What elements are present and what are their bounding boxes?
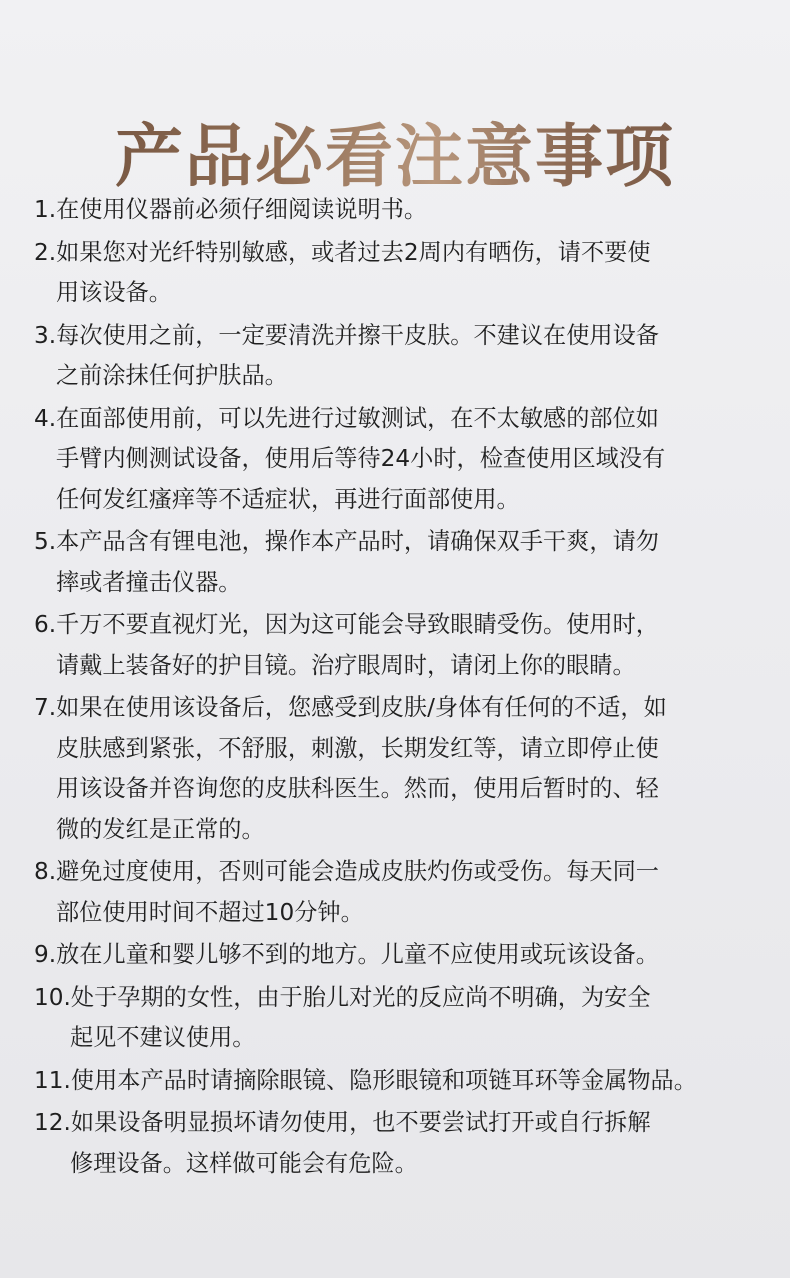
note-item-12	[34, 1103, 790, 1184]
note-12-line-1: 12.如果设备明显损坏请勿使用，也不要尝试打开或自行拆解	[34, 1109, 651, 1136]
note-10-line-2: 起见不建议使用。	[70, 1024, 256, 1051]
note-7-line-4: 微的发红是正常的。	[56, 815, 265, 843]
note-6-line-1: 6.千万不要直视灯光，因为这可能会导致眼睛受伤。使用时，	[34, 611, 659, 638]
note-item-8	[34, 852, 790, 933]
note-item-4	[34, 399, 790, 521]
note-4-line-3: 任何发红瘙痒等不适症状，再进行面部使用。	[56, 485, 520, 513]
note-item-11	[34, 1061, 790, 1102]
page-title: 产品必看注意事项	[0, 110, 790, 206]
note-2-line-1: 2.如果您对光纤特别敏感，或者过去2周内有晒伤，请不要使	[34, 238, 651, 266]
note-1-line-1: 1.在使用仪器前必须仔细阅读说明书。	[34, 196, 428, 223]
note-10-line-1: 10.处于孕期的女性，由于胎儿对光的反应尚不明确，为安全	[34, 983, 651, 1011]
note-9-line-1: 9.放在儿童和婴儿够不到的地方。儿童不应使用或玩该设备。	[34, 941, 659, 968]
note-2-line-2: 用该设备。	[56, 279, 172, 306]
note-item-5	[34, 522, 790, 603]
note-7-line-2: 皮肤感到紧张，不舒服，刺激，长期发红等，请立即停止使	[56, 734, 659, 762]
note-item-1	[34, 190, 790, 231]
note-5-line-2: 摔或者撞击仪器。	[56, 568, 242, 596]
note-item-7	[34, 688, 790, 850]
note-7-line-1: 7.如果在使用该设备后，您感受到皮肤/身体有任何的不适，如	[34, 694, 667, 721]
note-4-line-1: 4.在面部使用前，可以先进行过敏测试，在不太敏感的部位如	[34, 404, 659, 432]
note-item-3	[34, 316, 790, 397]
note-4-line-2: 手臂内侧测试设备，使用后等待24小时，检查使用区域没有	[56, 445, 666, 472]
note-3-line-2: 之前涂抹任何护肤品。	[56, 362, 288, 389]
note-8-line-1: 8.避免过度使用，否则可能会造成皮肤灼伤或受伤。每天同一	[34, 858, 659, 885]
note-12-line-2: 修理设备。这样做可能会有危险。	[70, 1149, 418, 1177]
notes-list	[34, 190, 790, 1186]
note-6-line-2: 请戴上装备好的护目镜。治疗眼周时，请闭上你的眼睛。	[56, 651, 636, 679]
note-8-line-2: 部位使用时间不超过10分钟。	[56, 898, 364, 926]
note-item-9	[34, 935, 790, 976]
note-5-line-1: 5.本产品含有锂电池，操作本产品时，请确保双手干爽，请勿	[34, 528, 659, 555]
note-7-line-3: 用该设备并咨询您的皮肤科医生。然而，使用后暂时的、轻	[56, 775, 659, 802]
note-11-line-1: 11.使用本产品时请摘除眼镜、隐形眼镜和项链耳环等金属物品。	[34, 1066, 697, 1094]
note-item-2	[34, 233, 790, 314]
note-3-line-1: 3.每次使用之前，一定要清洗并擦干皮肤。不建议在使用设备	[34, 321, 659, 349]
note-item-6	[34, 605, 790, 686]
note-item-10	[34, 978, 790, 1059]
